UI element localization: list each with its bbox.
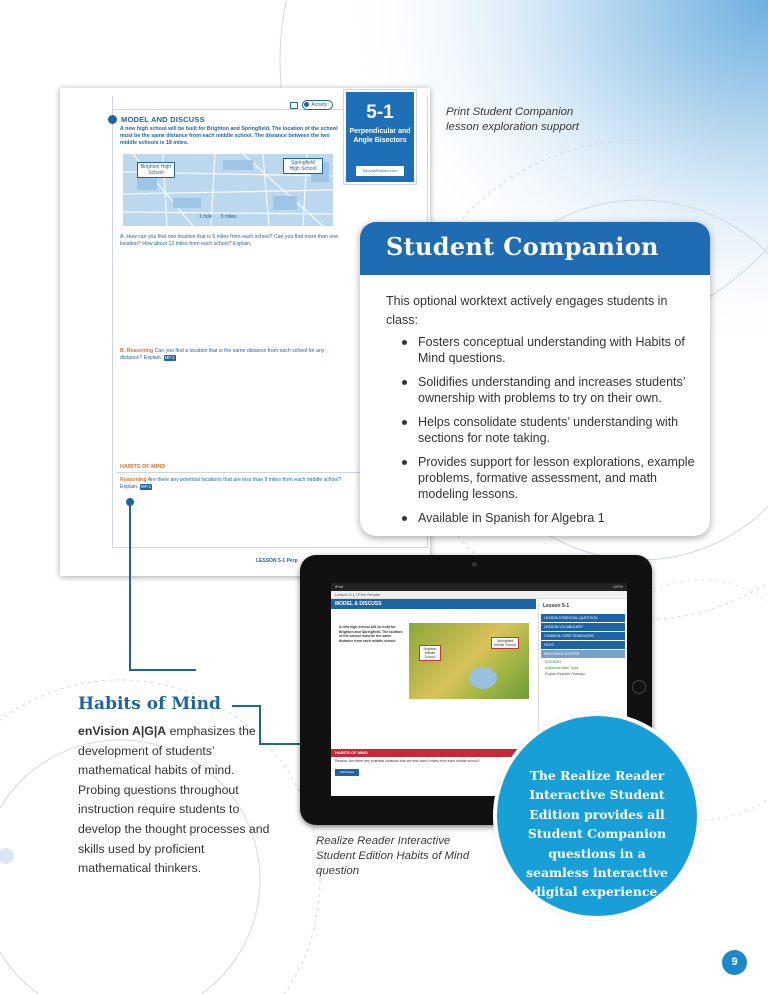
map-scale: 1 mile 5 miles <box>199 214 237 220</box>
card-bullets <box>400 334 700 534</box>
habits-title: Habits of Mind <box>78 694 221 714</box>
tablet-toolbar: Lesson 5-1 | Print Reader <box>331 591 627 599</box>
tablet-header: MODEL & DISCUSS <box>331 599 536 609</box>
habits-heading: HABITS OF MIND <box>120 464 166 470</box>
panel-item-resource[interactable]: RESOURCE CENTER <box>541 650 625 658</box>
callout-text: The Realize Reader Interactive Student Edition provides all Student Companion questions in a seamless interactive digital experience. <box>526 768 668 900</box>
tablet-map-label-1: Brighton Middle School <box>419 645 441 661</box>
home-button-icon <box>632 680 646 694</box>
panel-item[interactable]: LESSON VOCABULARY <box>541 623 625 631</box>
panel-title: Lesson 5-1 <box>543 603 570 609</box>
question-a: A. How can you find one location that is 9 miles from each school? Can you find more than one location? How about 12 miles from each school? Explain. <box>120 234 338 247</box>
map-figure <box>123 154 333 226</box>
list-item: Available in Spanish for Algebra 1 <box>400 510 700 526</box>
map-label-brighton: Brighton High School <box>137 162 175 178</box>
list-item: Fosters conceptual understanding with Habits of Mind questions. <box>400 334 700 366</box>
lesson-title: Perpendicular and Angle Bisectors <box>349 128 411 144</box>
card-intro: This optional worktext actively engages students in class: <box>386 294 668 327</box>
map-label-springfield: Springfield High School <box>283 158 323 174</box>
discuss-icon <box>108 115 117 124</box>
list-item: Provides support for lesson explorations, example problems, formative assessment, and math modeling lessons. <box>400 454 700 502</box>
brand-name: enVision A|G|A <box>78 724 167 738</box>
tablet-map[interactable] <box>409 623 529 699</box>
panel-sub[interactable]: ENGRISH <box>545 660 561 664</box>
page-number: 9 <box>722 950 747 975</box>
tablet-habits-question: Reason: Are there any potential locations that are less than 9 miles from each middle school? <box>335 759 480 763</box>
panel-item[interactable]: COMMON CORE STANDARDS <box>541 632 625 640</box>
tablet-statusbar: iPad 100% <box>331 583 627 591</box>
card-title: Student Companion <box>360 222 710 275</box>
tablet-text: A new high school will be built for Brighton and Springfield. The location of the school must be the same distance from each middle school. <box>339 625 403 643</box>
panel-sub[interactable]: English/Spanish Glossary <box>545 672 585 676</box>
mp-badge: MP.2 <box>164 354 175 360</box>
tablet-map-label-2: Springfield Middle School <box>491 637 519 649</box>
list-item: Solidifies understanding and increases students’ ownership with problems to try on their own. <box>400 374 700 406</box>
panel-item[interactable]: LESSON ESSENTIAL QUESTION <box>541 614 625 622</box>
camera-icon <box>472 562 477 567</box>
habits-question: Reasoning Are there any potential locations that are less than 9 miles from each middle school? Explain. MP.2 <box>120 477 342 490</box>
tablet-caption: Realize Reader Interactive Student Edition Habits of Mind question <box>316 835 470 877</box>
site-url: SavvasRealize.com <box>356 166 404 176</box>
realize-reader-callout <box>493 712 701 920</box>
page-footer: LESSON 5-1 Perp <box>256 558 298 564</box>
lesson-tab <box>344 90 416 184</box>
panel-item[interactable]: FILES <box>541 641 625 649</box>
activity-pill: Activity <box>302 100 333 110</box>
page-toolbar <box>290 100 333 110</box>
list-item: Helps consolidate students’ understanding with sections for note taking. <box>400 414 700 446</box>
lake-shape <box>469 667 497 689</box>
section-prompt: A new high school will be built for Brighton and Springfield. The location of the school must be the same distance from each middle school. The distance between the two middle schools is 18 miles. <box>120 126 338 146</box>
question-b: B. Reasoning Can you find a location that is the same distance from each school for any distance? Explain. MP.2 <box>120 348 325 361</box>
book-icon <box>290 102 298 109</box>
student-companion-card <box>360 222 710 536</box>
section-heading: MODEL AND DISCUSS <box>108 115 205 124</box>
habits-body: enVision A|G|A emphasizes the development of students’ mathematical habits of mind. Probing questions throughout instruction require students to develop the thought processes and skills used by proficient mathematical thinkers. <box>78 724 270 876</box>
lesson-number: 5-1 <box>366 102 394 123</box>
tablet-habits-bar: HABITS OF MIND <box>331 749 536 757</box>
panel-sub[interactable]: Additional Math Tools <box>545 666 579 670</box>
print-caption: Print Student Companion lesson exploration support <box>446 106 579 133</box>
add-notes-button[interactable]: Add Notes <box>335 769 359 776</box>
mp-badge-2: MP.2 <box>140 483 151 489</box>
